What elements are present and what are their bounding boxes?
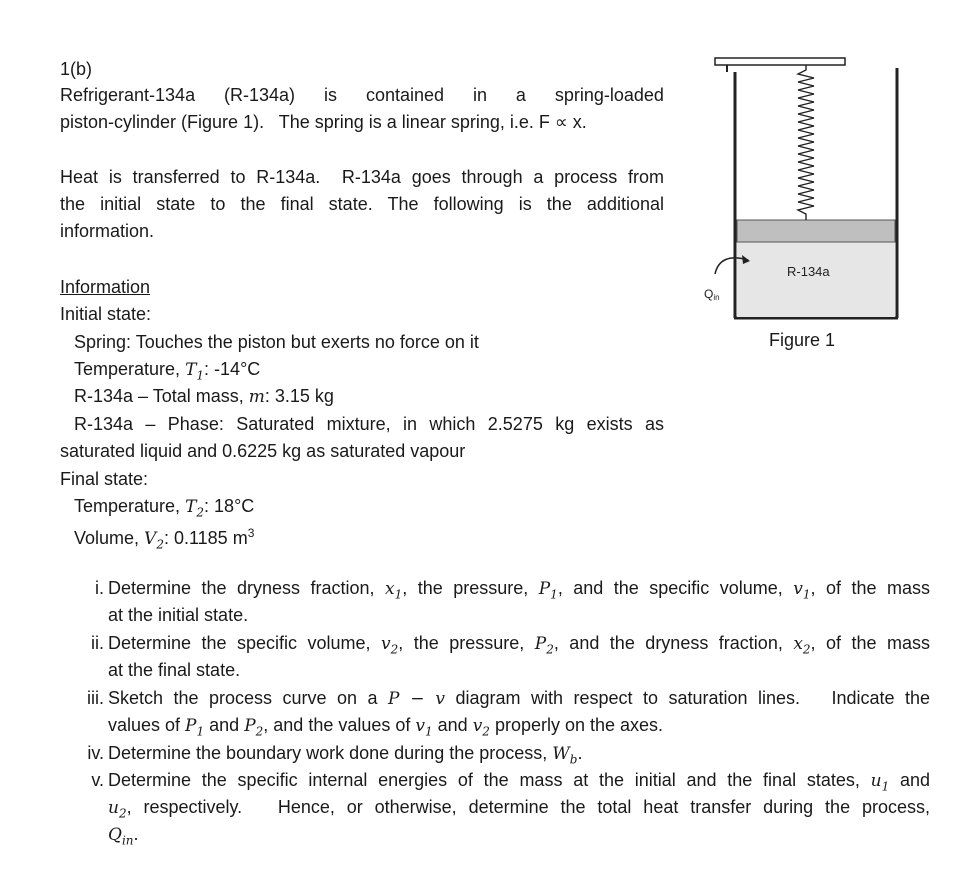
v2-info (74, 522, 254, 556)
pv-symbol: P − v (387, 689, 446, 709)
x2-symbol: x (793, 634, 803, 654)
intro-para2-line-1 (60, 166, 664, 188)
figure-caption: Figure 1 (769, 330, 836, 350)
question-text: Sketch the process curve on a P − v diagram with respect to saturation lines. Indicate the (108, 688, 930, 709)
v2-value: : 0.1185 m (163, 528, 248, 548)
question-text-cont: at the initial state. (108, 605, 249, 625)
t2-info (74, 495, 254, 524)
fluid-label: R-134a (787, 264, 830, 279)
u2-symbol: u (108, 798, 119, 818)
mass-symbol: m (248, 387, 265, 407)
t2-value: : 18°C (204, 496, 255, 516)
question-number: iv. (87, 743, 104, 763)
question-text-cont: at the final state. (108, 660, 241, 680)
t2-symbol: T (185, 497, 197, 517)
v2-symbol: v (381, 634, 391, 654)
problem-number: 1(b) (60, 59, 93, 79)
v2-subscript: 2 (156, 537, 164, 552)
question-number: i. (95, 578, 104, 598)
heat-label (704, 287, 720, 302)
intro-word: (R-134a) (224, 85, 296, 105)
question-text-cont: $u_2$, respectively. Hence, or otherwise, determine the total heat transfer during the process, (108, 797, 930, 821)
top-plate (715, 58, 845, 65)
p1-symbol: P (538, 579, 551, 599)
t2-subscript: 2 (196, 505, 205, 520)
mass-value: : 3.15 kg (264, 386, 334, 406)
heat-label-main: Q (704, 287, 714, 301)
t1-label: Temperature, (74, 359, 186, 379)
intro-word: is (324, 85, 337, 105)
intro-para2-line-3: information. (60, 221, 155, 241)
t1-value: : -14°C (204, 359, 261, 379)
question-text: Determine the boundary work done during the process, $W_b$. (108, 743, 583, 767)
intro-para2-line-2 (60, 193, 664, 215)
t1-info (74, 358, 260, 387)
fluid-region (737, 242, 895, 317)
intro-word: in (472, 85, 487, 105)
v2-superscript: 3 (247, 526, 255, 540)
mass-info (74, 385, 334, 408)
question-text: Determine the specific volume, $v_2$, the pressure, $P_2$, and the dryness fraction, $x_2$, of the mass (108, 633, 931, 657)
initial-state-label: Initial state: (60, 304, 152, 324)
intro-word: contained (365, 85, 445, 105)
v2-label: Volume, (74, 528, 145, 548)
question-number: ii. (91, 633, 104, 653)
p2-symbol: P (534, 634, 547, 654)
question-number: v. (91, 770, 104, 790)
wb-symbol: W (552, 744, 570, 764)
heat-label-sub: in (713, 293, 720, 302)
intro-para2-text: the initial state to the final state. The following is the additional (60, 194, 664, 214)
question-text: Determine the specific internal energies of the mass at the initial and the final states, $u_1$ and (108, 770, 930, 794)
t1-symbol: T (185, 360, 197, 380)
intro-para2-text: Heat is transferred to R-134a. R-134a goes through a process from (60, 167, 664, 187)
intro-word: spring-loaded (554, 85, 664, 105)
piston-cylinder-figure (690, 50, 920, 360)
v2-symbol: V (144, 529, 157, 549)
spring (798, 65, 814, 220)
information-heading: Information (60, 277, 151, 297)
question-text-cont: values of $P_1$ and $P_2$, and the values of $v_1$ and $v_2$ properly on the axes. (108, 715, 664, 739)
phase-info-line-1: R-134a – Phase: Saturated mixture, in which 2.5275 kg exists as (74, 414, 664, 434)
u1-symbol: u (870, 771, 882, 791)
question-text-cont-2: $Q_{in}$. (108, 824, 139, 848)
qin-symbol: Q (108, 825, 122, 845)
intro-line-1 (60, 84, 664, 106)
mass-label: R-134a – Total mass, (74, 386, 249, 406)
t2-label: Temperature, (74, 496, 186, 516)
v1-symbol: v (793, 579, 803, 599)
intro-line-2: piston-cylinder (Figure 1). The spring is a linear spring, i.e. F ∝ x. (60, 112, 587, 132)
intro-word: Refrigerant-134a (60, 85, 196, 105)
spring-info: Spring: Touches the piston but exerts no force on it (74, 332, 479, 352)
piston (737, 220, 895, 242)
x1-symbol: x (385, 579, 395, 599)
phase-info-line-2: saturated liquid and 0.6225 kg as saturated vapour (60, 441, 466, 461)
t1-subscript: 1 (196, 368, 205, 383)
intro-word: a (515, 85, 526, 105)
question-number: iii. (87, 688, 104, 708)
final-state-label: Final state: (60, 469, 149, 489)
question-text: Determine the dryness fraction, $x_1$, the pressure, $P_1$, and the specific volume, $v_1$, of the mass (108, 578, 930, 602)
